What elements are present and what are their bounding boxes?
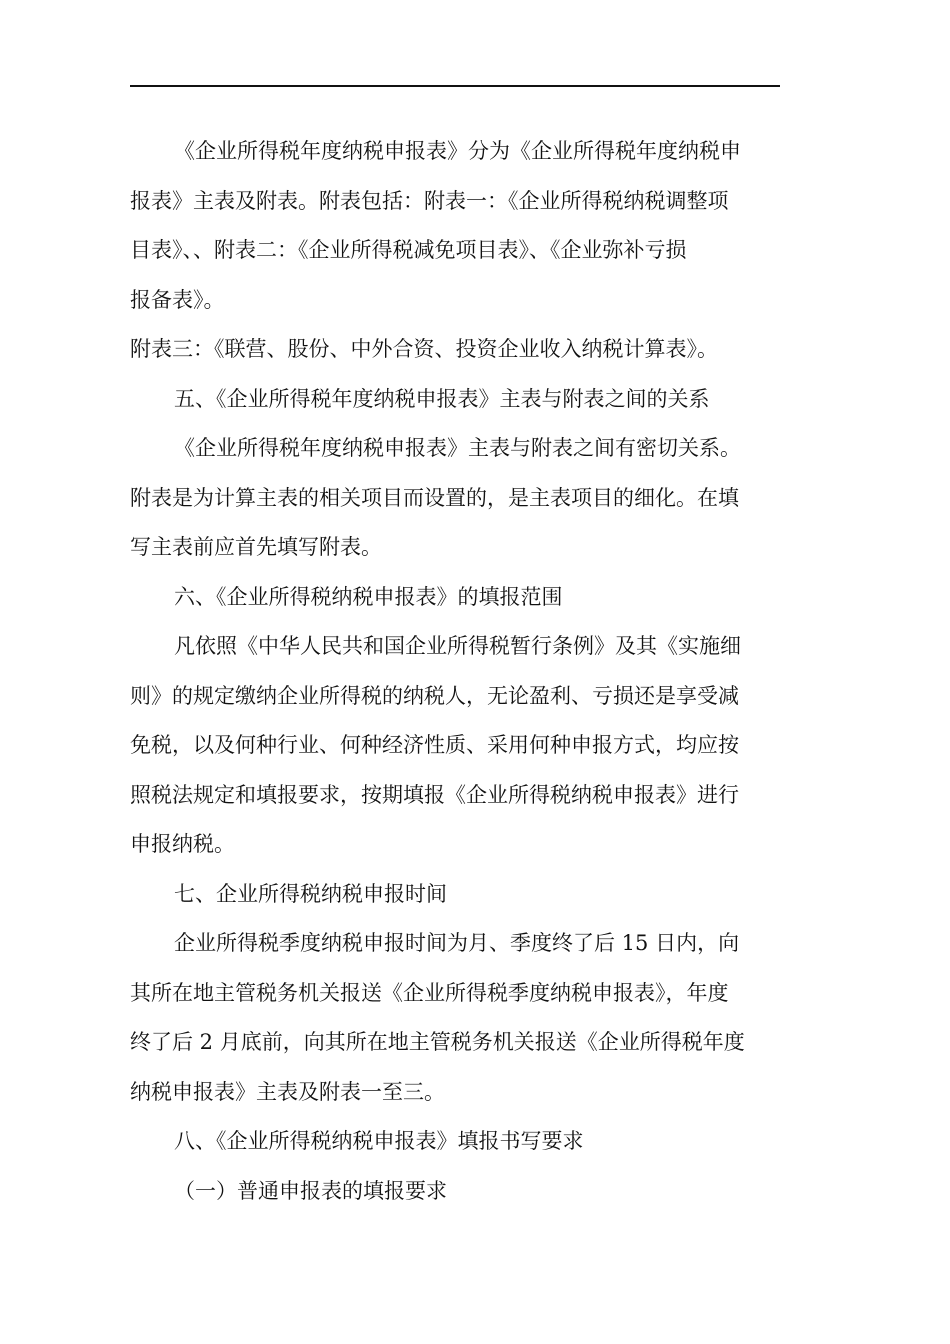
text-line: 申报纳税。 [130,832,235,856]
text-line: 凡依照《中华人民共和国企业所得税暂行条例》及其《实施细 [174,634,741,658]
text-line: 企业所得税季度纳税申报时间为月、季度终了后 15 日内，向 [174,931,740,955]
text-line: 附表三：《联营、股份、中外合资、投资企业收入纳税计算表》。 [130,337,718,361]
section-heading: 七、企业所得税纳税申报时间 [174,881,447,906]
text-line: 终了后 2 月底前，向其所在地主管税务机关报送《企业所得税年度 [130,1030,745,1054]
text-line: 报备表》。 [130,287,225,312]
text-line: 《企业所得税年度纳税申报表》分为《企业所得税年度纳税申 [174,139,741,163]
section-heading: 八、《企业所得税纳税申报表》填报书写要求 [174,1129,584,1153]
section-heading: 六、《企业所得税纳税申报表》的填报范围 [174,584,563,609]
text-line: 《企业所得税年度纳税申报表》主表与附表之间有密切关系。 [174,436,741,460]
text-line: 则》的规定缴纳企业所得税的纳税人，无论盈利、亏损还是享受减 [130,683,739,708]
text-line: 写主表前应首先填写附表。 [130,535,382,559]
subsection-heading: （一）普通申报表的填报要求 [174,1178,447,1203]
text-line: 免税，以及何种行业、何种经济性质、采用何种申报方式，均应按 [130,733,739,757]
text-line: 纳税申报表》主表及附表一至三。 [130,1079,445,1104]
text-line: 报表》主表及附表。附表包括：附表一：《企业所得税纳税调整项 [130,188,729,213]
header-rule [130,85,780,87]
text-line: 目表》、、附表二：《企业所得税减免项目表》、《企业弥补亏损 [130,238,687,262]
document-body [130,127,790,1216]
section-heading: 五、《企业所得税年度纳税申报表》主表与附表之间的关系 [174,386,710,411]
text-line: 其所在地主管税务机关报送《企业所得税季度纳税申报表》，年度 [130,980,729,1005]
text-line: 附表是为计算主表的相关项目而设置的，是主表项目的细化。在填 [130,485,739,510]
text-line: 照税法规定和填报要求，按期填报《企业所得税纳税申报表》进行 [130,782,739,807]
